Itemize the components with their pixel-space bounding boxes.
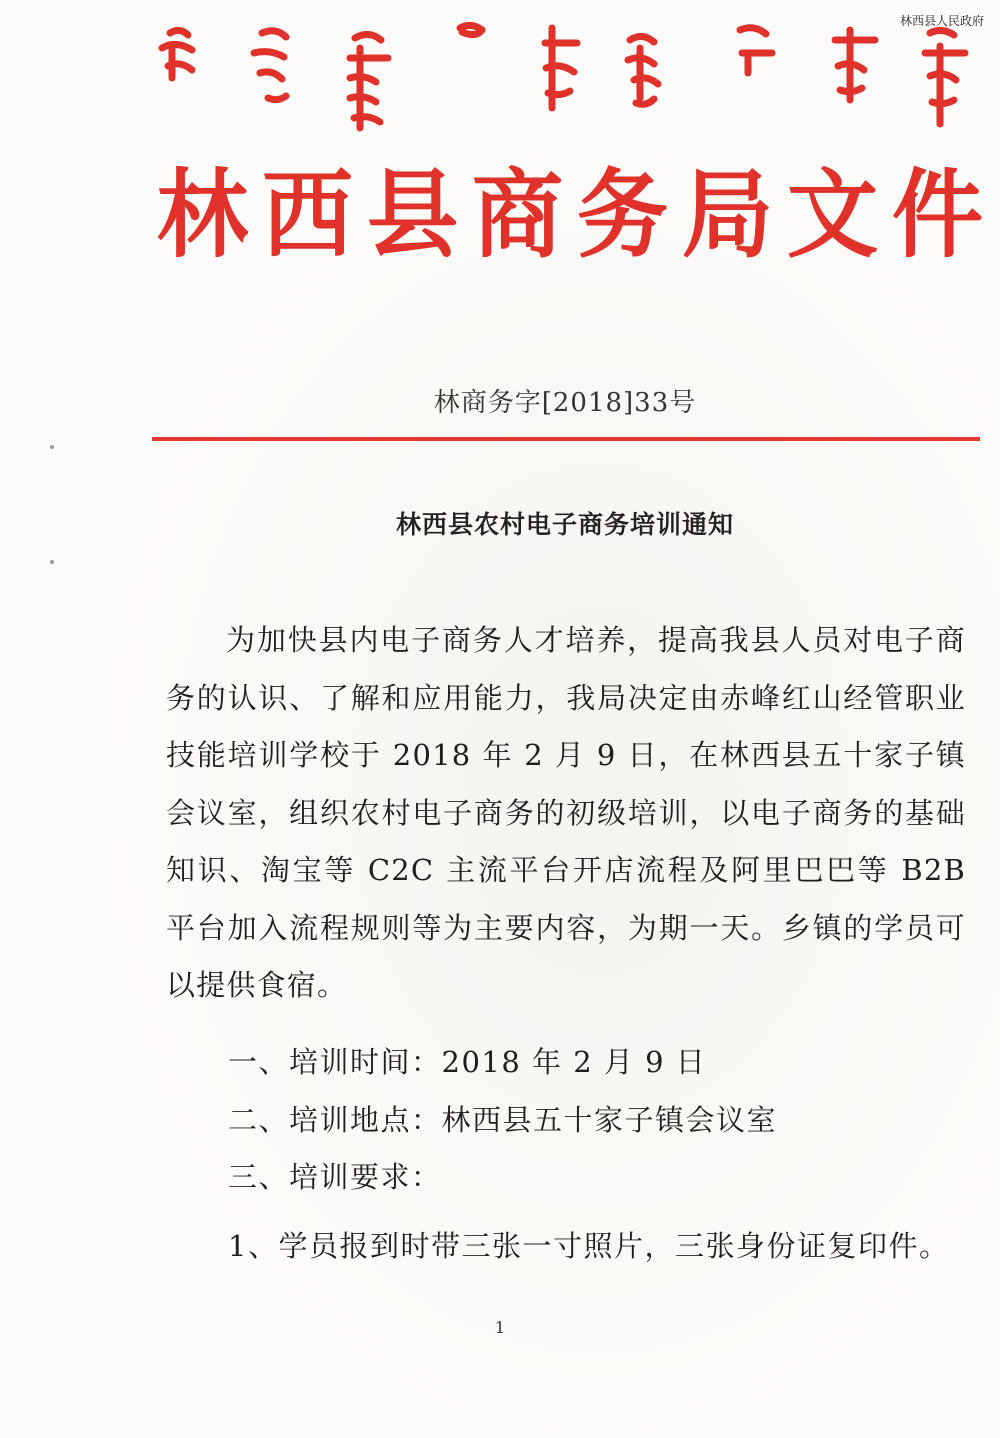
page-number: 1 <box>494 1318 506 1337</box>
masthead-char: 件 <box>891 159 984 271</box>
masthead-char: 文 <box>786 159 879 271</box>
masthead-char: 务 <box>576 159 669 271</box>
masthead-char: 局 <box>681 159 774 271</box>
training-requirements-heading: 三、培训要求： <box>228 1160 442 1194</box>
red-divider-line <box>152 437 980 441</box>
watermark: 林西县人民政府 <box>899 14 984 28</box>
masthead-char: 商 <box>471 159 564 271</box>
notice-title: 林西县农村电子商务培训通知 <box>395 510 734 539</box>
masthead-char: 西 <box>261 159 354 271</box>
masthead-char: 林 <box>156 159 249 271</box>
training-requirement-1: 1、学员报到时带三张一寸照片，三张身份证复印件。 <box>228 1229 950 1263</box>
training-time: 一、培训时间：2018 年 2 月 9 日 <box>228 1045 707 1079</box>
document-number: 林商务字[2018]33号 <box>433 388 697 418</box>
training-location: 二、培训地点：林西县五十家子镇会议室 <box>228 1103 778 1137</box>
masthead-title <box>150 160 990 270</box>
scan-speck <box>50 445 54 449</box>
notice-body-paragraph: 为加快县内电子商务人才培养，提高我县人员对电子商务的认识、了解和应用能力，我局决定由赤峰红山经管职业技能培训学校于 2018 年 2 月 9 日，在林西县五十家子镇会议室，组织农村电子商务的初级培训，以电子商务的基础知识、淘宝等 C2C 主流平台开店流程及阿里巴巴等 B2B 平台加入流程规则等为主要内容，为期一天。乡镇的学员可以提供食宿。 <box>166 623 966 1002</box>
scan-speck <box>50 560 54 564</box>
mongolian-script-header <box>150 18 990 138</box>
masthead-char: 县 <box>366 159 459 271</box>
